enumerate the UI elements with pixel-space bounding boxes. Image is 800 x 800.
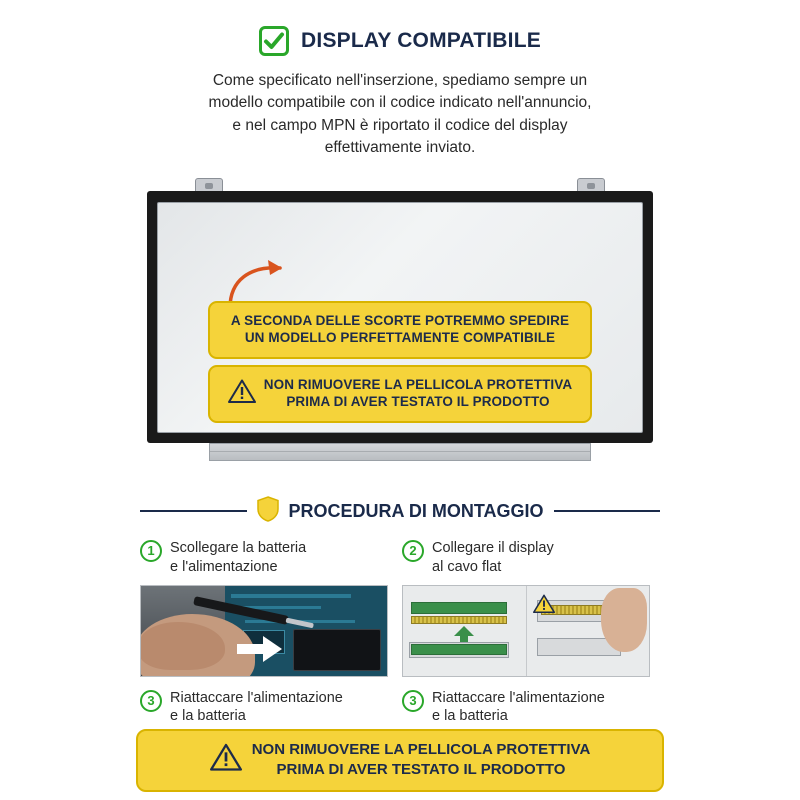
step-2: [402, 539, 650, 577]
callout-stock-line-1: A SECONDA DELLE SCORTE POTREMMO SPEDIRE: [230, 312, 570, 328]
step-3-left-line-2: e la batteria: [170, 708, 246, 725]
rule-right: [554, 510, 661, 512]
mounting-tab-left-icon: [195, 178, 223, 192]
battery-graphic: [293, 629, 381, 671]
step-1-line-2: e l'alimentazione: [170, 558, 278, 575]
step-text: [170, 689, 343, 727]
shield-icon: [257, 496, 279, 527]
header: [136, 26, 664, 56]
callout-stock-line-2: UN MODELLO PERFETTAMENTE COMPATIBILE: [244, 330, 556, 346]
connector-detail-left: [403, 586, 527, 676]
display-panel-screen: [157, 202, 643, 433]
right-margin: [664, 0, 800, 800]
step-column-3: [140, 689, 388, 727]
warning-triangle-icon: [228, 379, 256, 409]
bottom-warning-line-1: NON RIMUOVERE LA PELLICOLA PROTETTIVA: [251, 741, 591, 758]
fingers-graphic: [601, 588, 647, 652]
step-number-badge: 3: [140, 690, 162, 712]
step-2-line-1: Collegare il display: [432, 539, 554, 556]
step-column-1: [140, 539, 388, 677]
display-illustration: [147, 178, 653, 478]
photo-connect-flat-cable: [402, 585, 650, 677]
steps-row-bottom: [136, 689, 664, 727]
intro-line-3: e nel campo MPN è riportato il codice del display: [232, 116, 568, 134]
step-3-right-line-2: e la batteria: [432, 708, 508, 725]
intro-paragraph: [142, 70, 658, 160]
rule-left: [140, 510, 247, 512]
step-1: [140, 539, 388, 577]
bottom-warning-line-2: PRIMA DI AVER TESTATO IL PRODOTTO: [276, 760, 566, 778]
connector-detail-right: [527, 586, 650, 676]
step-column-4: [402, 689, 650, 727]
content-column: [136, 0, 664, 800]
callout-film-warning-text: [264, 376, 572, 411]
bottom-warning-text: [252, 740, 591, 779]
callout-film-line-2: PRIMA DI AVER TESTATO IL PRODOTTO: [286, 394, 550, 410]
steps-row-top: [136, 539, 664, 677]
page-title: DISPLAY COMPATIBILE: [301, 29, 541, 52]
callout-film-line-1: NON RIMUOVERE LA PELLICOLA PROTETTIVA: [263, 376, 573, 392]
intro-line-2: modello compatibile con il codice indicato nell'annuncio,: [208, 94, 592, 112]
left-margin: [0, 0, 136, 800]
step-2-line-2: al cavo flat: [432, 558, 502, 575]
callout-stock-notice: [208, 301, 592, 359]
step-text: [432, 689, 605, 727]
step-3-left: [140, 689, 388, 727]
intro-line-4: effettivamente inviato.: [324, 139, 476, 157]
display-panel-foot: [209, 443, 591, 461]
procedure-header: [136, 496, 664, 527]
step-number-badge: 2: [402, 540, 424, 562]
green-up-arrow-icon: [454, 626, 474, 647]
step-1-line-1: Scollegare la batteria: [170, 539, 307, 556]
step-text: [170, 539, 306, 577]
bottom-warning-banner: [136, 729, 664, 792]
step-text: [432, 539, 554, 577]
photo-disconnect-battery: [140, 585, 388, 677]
step-number-badge: 1: [140, 540, 162, 562]
step-column-2: [402, 539, 650, 677]
intro-line-1: Come specificato nell'inserzione, spediamo sempre un: [212, 72, 588, 89]
callout-film-warning: [208, 365, 592, 423]
check-badge-icon: [259, 26, 289, 56]
display-panel-bezel: [147, 191, 653, 443]
warning-triangle-icon: [210, 743, 242, 777]
mounting-tab-right-icon: [577, 178, 605, 192]
step-number-badge: 3: [402, 690, 424, 712]
step-3-left-line-1: Riattaccare l'alimentazione: [170, 689, 343, 706]
procedure-title: PROCEDURA DI MONTAGGIO: [288, 500, 544, 521]
step-3-right-line-1: Riattaccare l'alimentazione: [432, 689, 605, 706]
step-3-right: [402, 689, 650, 727]
warning-triangle-icon: [533, 594, 555, 619]
